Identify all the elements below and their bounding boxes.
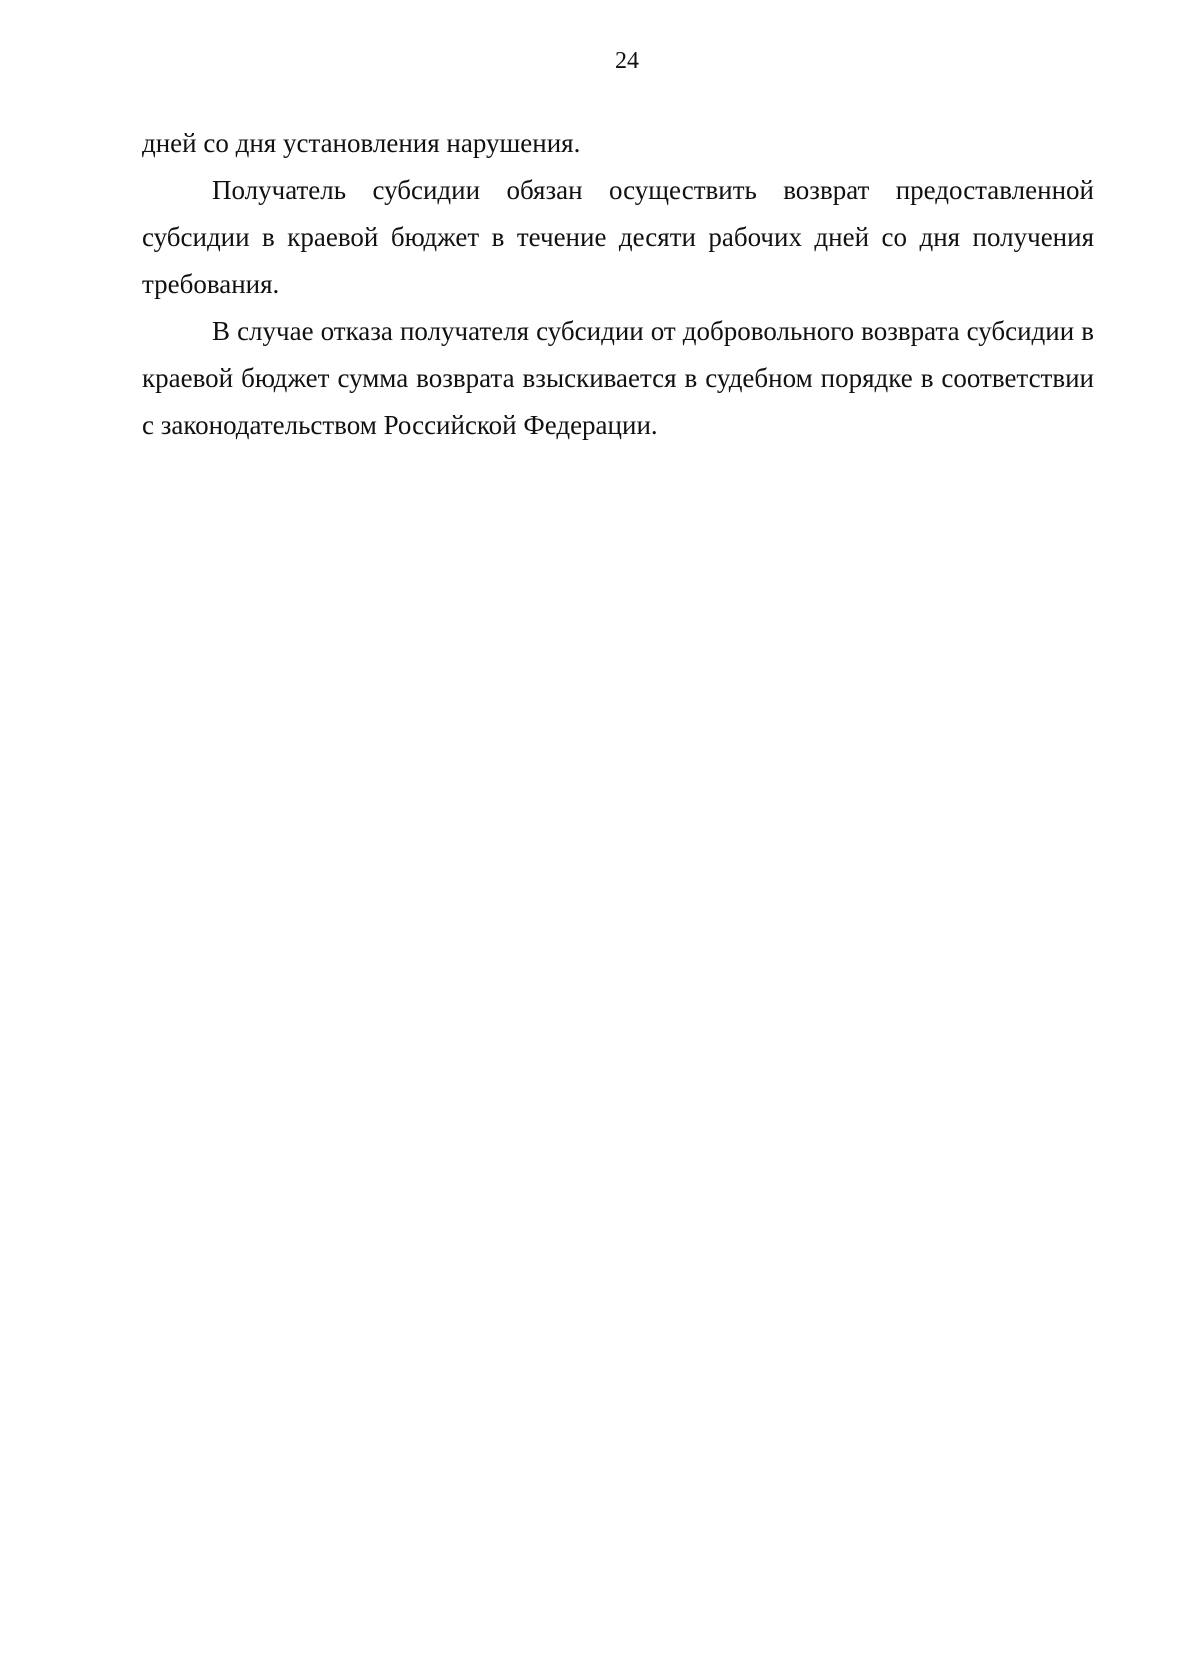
paragraph-refund-obligation: Получатель субсидии обязан осуществить возврат предоставленной субсидии в краевой бюджет в течение десяти рабочих дней со дня получения требования. xyxy=(142,175,1094,299)
continuation-line: дней со дня установления нарушения. xyxy=(142,128,581,158)
document-body xyxy=(142,120,1094,449)
paragraph-refusal-recovery: В случае отказа получателя субсидии от добровольного возврата субсидии в краевой бюджет сумма возврата взыскивается в судебном порядке в соответствии с законодательством Российской Федерации. xyxy=(142,316,1094,440)
page-number: 24 xyxy=(615,48,639,74)
